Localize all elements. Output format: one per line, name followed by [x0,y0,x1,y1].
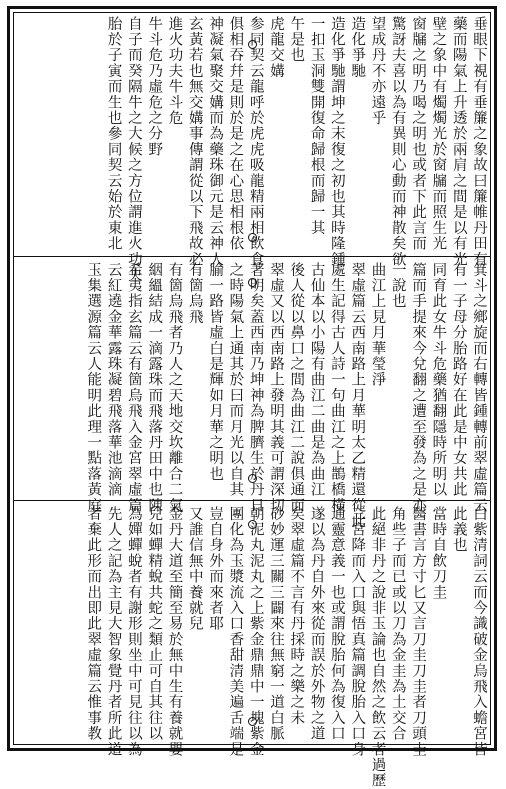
text-column: 處生記得古人詩一句曲江之上鵲橋橫 [328,262,345,514]
text-column: 云紅遶金華露珠凝碧飛落華池滴滴 [105,262,122,498]
text-column: 白紫清詞云而今識破金烏飛入蟾宮皆 [471,506,487,758]
text-column: 望成丹不亦遠乎 [369,16,386,126]
text-column: 玉集選源篇云人能明此理一點落黃庭 [85,262,102,514]
text-column: 翠虛篇云西南路上月華明太乙精還從此 [349,262,366,529]
text-column: 朝泥丸泥丸之上紫金鼎鼎中一塊紫金 [247,506,264,758]
text-column: 當時自飲刀圭 [430,506,447,601]
text-column: 壁之象中有燭燭光於窗牖而照生光 [430,16,447,252]
text-column: 團化為玉漿流入口香甜清美遍舌端是 [227,506,244,758]
text-column: 箕斗之鄉旋而右轉皆鍾轉前翠虛篇云 [471,262,487,514]
text-column: 神凝氣聚交媾而為藥珠御元是云神人 [207,16,224,268]
text-column: 通靈意義一也或謂脫胎何為復入口 [328,506,345,742]
text-column: 翠虛又以西南路上發明其義可謂深切 [268,262,284,514]
text-column: 醫書言方寸匕又言刀圭刀圭者刀頭圭 [410,506,427,758]
text-column: 有箇烏飛 [186,262,203,325]
text-column: 玄黃若也無交媾事傳謂從以下飛故必 [186,16,203,268]
text-column: 垂眼下視有垂簾之象故曰簾帷丹田有 [471,16,487,268]
text-column: 胎於子寅而生也參同契云始於東北 [105,16,122,252]
text-column: 遂以為丹自外來從而誤於外物之道 [308,506,325,742]
text-column: 之時陽氣上通其於曰而月光以自其 [227,262,244,498]
text-column: 兒如蟬精蛻共蛇之類止可自其往以 [146,506,163,742]
text-column: 有一子母分胎路好在此是中女共此 [450,262,467,498]
text-column: 一說也 [389,262,406,310]
text-column: 俱相吞幷是則於是之在心思相根依 [227,16,244,252]
text-column: 驚訝夫喜以為有異則心動而神散矣欲 [389,16,406,268]
text-column: 篇而手提來今兌翻之遭至發為之是亦 [410,262,427,514]
text-column: 豈自身外而來者耶 [207,506,224,632]
text-column: 角些子而已或以刀為金圭為土交合 [389,506,406,742]
text-column: 者棄此形而出即此翠虛篇云惟事教 [85,506,102,742]
text-column: 金丹大道至簡至易於無中生有養就嬰 [166,506,183,758]
text-column: 此絕非丹之說非玉論也自然之飲云者過歷 [369,506,386,789]
text-column: 造化爭馳 [349,16,366,79]
text-column: 著明矣蓋西南乃坤神為脾臍生於丹日 [247,262,264,514]
text-column: 午是也 [288,16,305,64]
text-column: 後人從以鼻口之間為曲江二說俱通而 [288,262,305,514]
text-column: 窗牖之明乃喝之明也或者下此言而 [410,16,427,252]
text-column: 三宮降而入口與悟真篇調脫胎入口身 [349,506,366,758]
text-column: 曲江上見月華瑩淨 [369,262,386,388]
text-column: 為嬋蟬蛻者有謝形則坐中可見往以為 [125,506,142,758]
text-column: 藥而陽氣上升透於兩肩之間是以有光 [450,16,467,268]
text-column: 古仙本以小陽有曲江二曲是為曲江 [308,262,325,498]
text-column: 造化爭馳謂坤之末復之初也其時隆鍾 [328,16,345,268]
text-column: 希夷指玄篇云有箇烏飛入金宮翠虛篇 [125,262,142,514]
text-column: 絪縕結成一滴露珠而飛落丹田中也陳 [146,262,163,514]
text-column: 此義也 [450,506,467,554]
text-column: 牛斗危乃虛危之分野 [146,16,163,158]
text-column: 一扣玉洞雙開復命歸根而歸一其 [308,16,325,236]
text-column: 同育此女牛斗危藥猶翻隱時所明以 [430,262,447,498]
text-column: 参同契云龍呼於虎虎吸龍精兩相飲食 [247,16,264,268]
text-column: 砂妙運三關三闢來往無窮一道白脈 [268,506,284,742]
text-column: 進火功夫牛斗危 [166,16,183,126]
text-column: 又誰信無中養就兒 [186,506,203,632]
text-column: 腧一路皆虛白是輝如月華之明也 [207,262,224,482]
text-column: 有箇烏飛者乃人之天地交坎離合二氣 [166,262,183,514]
text-column: 自子而癸隔牛之大候之方位謂進火功夫 [125,16,142,283]
text-column: 先人之記為主見大智象覺丹者所此道 [105,506,122,758]
text-column: 矣翠虛篇不言有丹採時之樂之未 [288,506,305,726]
text-column: 虎龍交媾 [268,16,284,79]
